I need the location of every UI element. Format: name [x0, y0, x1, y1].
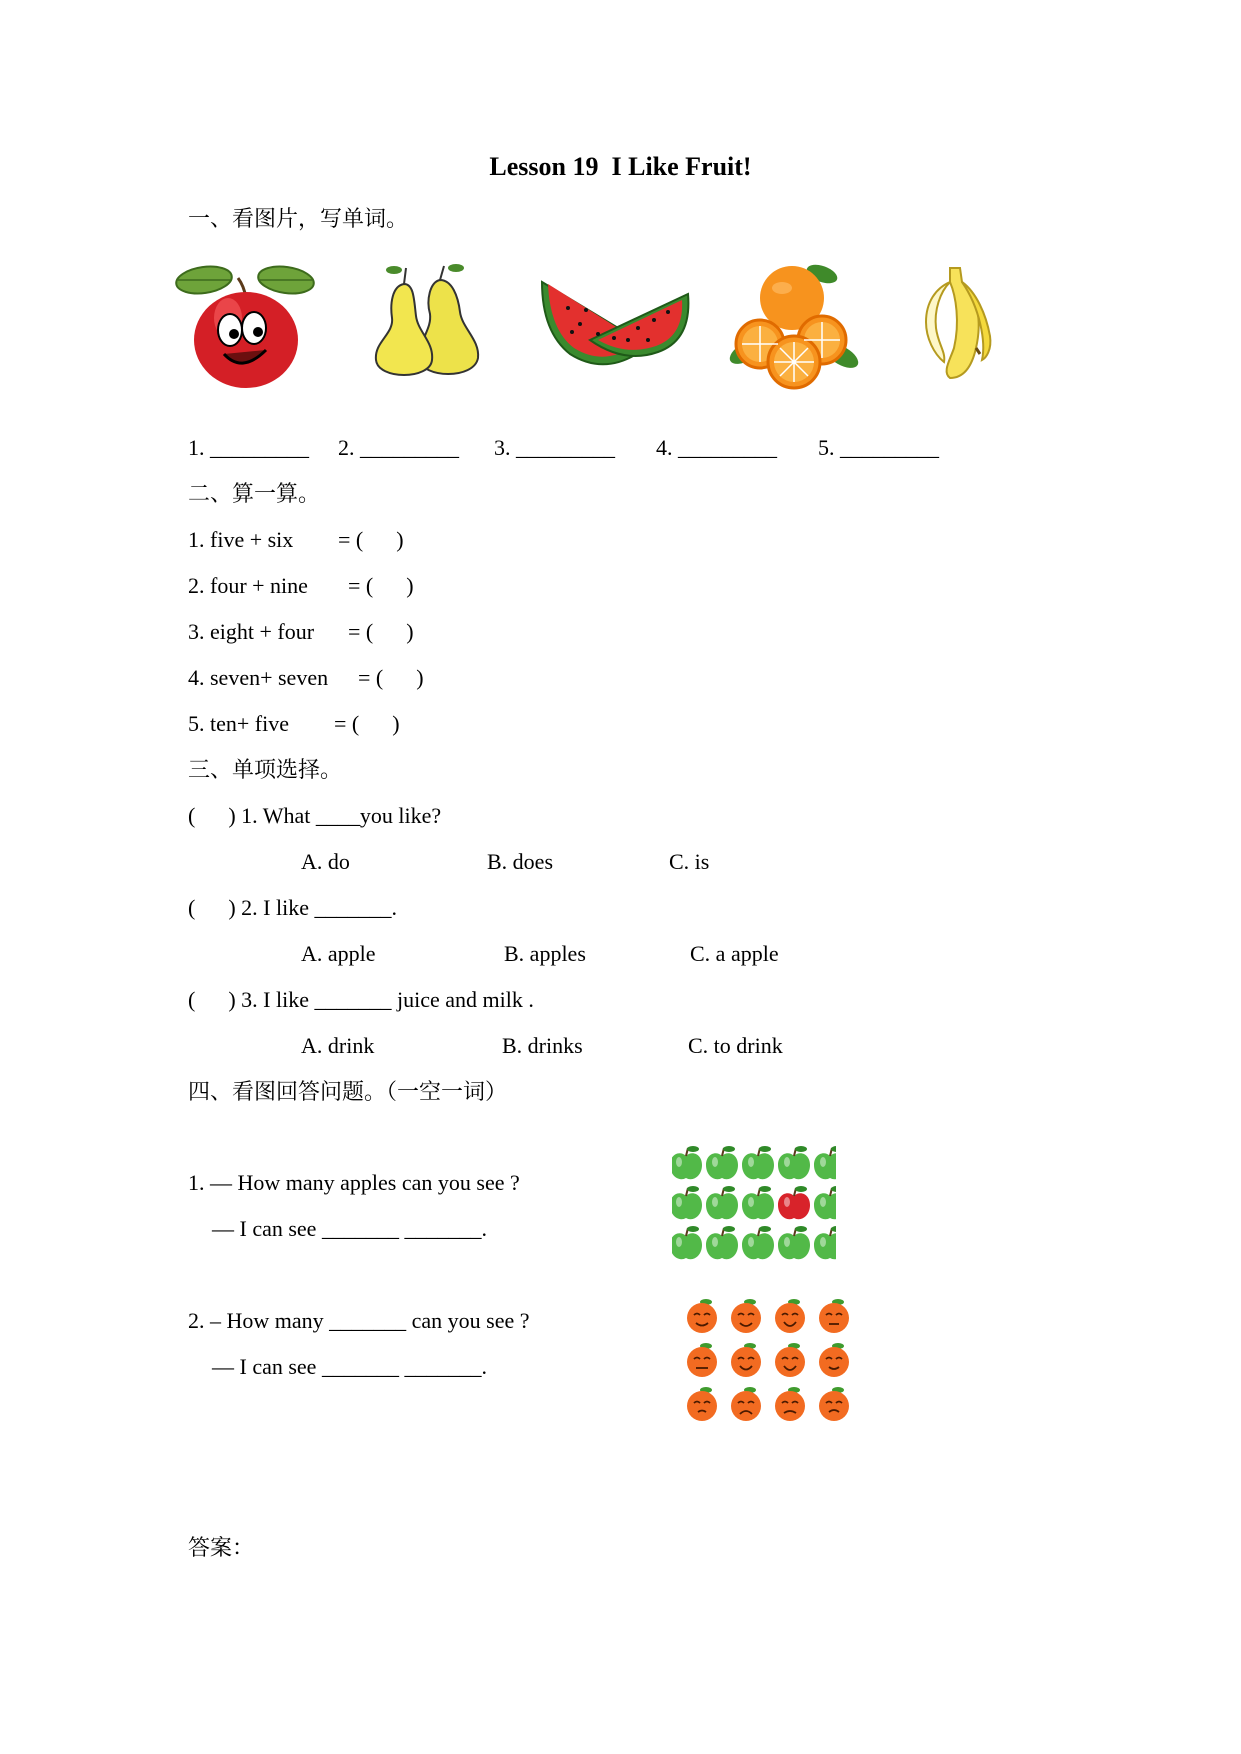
- green-apple-icon: [778, 1226, 810, 1259]
- math-answer-1[interactable]: = ( ): [338, 527, 404, 552]
- answers-label: 答案：: [188, 1536, 255, 1561]
- orange-emoji-icon: [687, 1387, 717, 1421]
- picture-question-1: 1. — How many apples can you see ?: [188, 1170, 520, 1195]
- choice-question-1[interactable]: ( ) 1. What ____you like?: [188, 803, 442, 828]
- picture-question-2[interactable]: 2. – How many _______ can you see ?: [188, 1308, 530, 1333]
- math-question-3: 3. eight + four: [188, 619, 315, 644]
- green-apple-icon: [706, 1186, 738, 1219]
- choice-question-3[interactable]: ( ) 3. I like _______ juice and milk .: [188, 987, 534, 1012]
- math-answer-3[interactable]: = ( ): [348, 619, 414, 644]
- banana-picture: [920, 262, 1002, 382]
- section-3-heading: 三、单项选择。: [188, 757, 343, 782]
- orange-emoji-icon: [775, 1387, 805, 1421]
- green-apple-icon: [742, 1186, 774, 1219]
- choice-2-option-b[interactable]: B. apples: [504, 941, 586, 966]
- orange-emoji-icon: [687, 1343, 717, 1377]
- choice-2-option-c[interactable]: C. a apple: [690, 941, 779, 966]
- orange-emoji-icon: [731, 1343, 761, 1377]
- apple-picture: [166, 258, 326, 390]
- green-apple-icon: [814, 1226, 836, 1259]
- choice-1-option-c[interactable]: C. is: [669, 849, 710, 874]
- pears-picture: [364, 260, 490, 380]
- green-apple-icon: [814, 1146, 836, 1179]
- choice-question-2[interactable]: ( ) 2. I like _______.: [188, 895, 397, 920]
- green-apple-icon: [706, 1146, 738, 1179]
- green-apple-icon: [706, 1226, 738, 1259]
- green-apple-icon: [742, 1146, 774, 1179]
- blank-4[interactable]: 4. _________: [656, 435, 777, 460]
- orange-emoji-icon: [819, 1387, 849, 1421]
- watermelon-picture: [528, 268, 692, 380]
- orange-emoji-icon: [819, 1299, 849, 1333]
- math-question-2: 2. four + nine: [188, 573, 308, 598]
- orange-emoji-icon: [731, 1387, 761, 1421]
- orange-emoji-icon: [775, 1343, 805, 1377]
- choice-3-option-c[interactable]: C. to drink: [688, 1033, 783, 1058]
- blank-1[interactable]: 1. _________: [188, 435, 309, 460]
- math-question-5: 5. ten+ five: [188, 711, 289, 736]
- math-answer-4[interactable]: = ( ): [358, 665, 424, 690]
- green-apple-icon: [672, 1146, 702, 1179]
- page-title: Lesson 19 I Like Fruit!: [489, 152, 752, 181]
- green-apple-icon: [672, 1226, 702, 1259]
- orange-emoji-icon: [775, 1299, 805, 1333]
- green-apple-icon: [814, 1186, 836, 1219]
- orange-grid-picture: [684, 1296, 856, 1426]
- choice-1-option-a[interactable]: A. do: [301, 849, 350, 874]
- picture-answer-2[interactable]: — I can see _______ _______.: [212, 1354, 487, 1379]
- picture-answer-1[interactable]: — I can see _______ _______.: [212, 1216, 487, 1241]
- math-answer-5[interactable]: = ( ): [334, 711, 400, 736]
- orange-emoji-icon: [687, 1299, 717, 1333]
- math-question-4: 4. seven+ seven: [188, 665, 329, 690]
- blank-2[interactable]: 2. _________: [338, 435, 459, 460]
- apple-grid-picture: [672, 1142, 836, 1264]
- choice-3-option-a[interactable]: A. drink: [301, 1033, 375, 1058]
- section-2-heading: 二、算一算。: [188, 481, 321, 506]
- math-answer-2[interactable]: = ( ): [348, 573, 414, 598]
- choice-1-option-b[interactable]: B. does: [487, 849, 553, 874]
- red-apple-icon: [778, 1186, 810, 1219]
- orange-emoji-icon: [819, 1343, 849, 1377]
- oranges-picture: [716, 252, 862, 400]
- orange-emoji-icon: [731, 1299, 761, 1333]
- blank-5[interactable]: 5. _________: [818, 435, 939, 460]
- choice-2-option-a[interactable]: A. apple: [301, 941, 376, 966]
- section-4-heading: 四、看图回答问题。（一空一词）: [188, 1079, 508, 1104]
- choice-3-option-b[interactable]: B. drinks: [502, 1033, 583, 1058]
- math-question-1: 1. five + six: [188, 527, 294, 552]
- section-1-heading: 一、看图片，写单词。: [188, 206, 409, 231]
- green-apple-icon: [742, 1226, 774, 1259]
- green-apple-icon: [778, 1146, 810, 1179]
- green-apple-icon: [672, 1186, 702, 1219]
- blank-3[interactable]: 3. _________: [494, 435, 615, 460]
